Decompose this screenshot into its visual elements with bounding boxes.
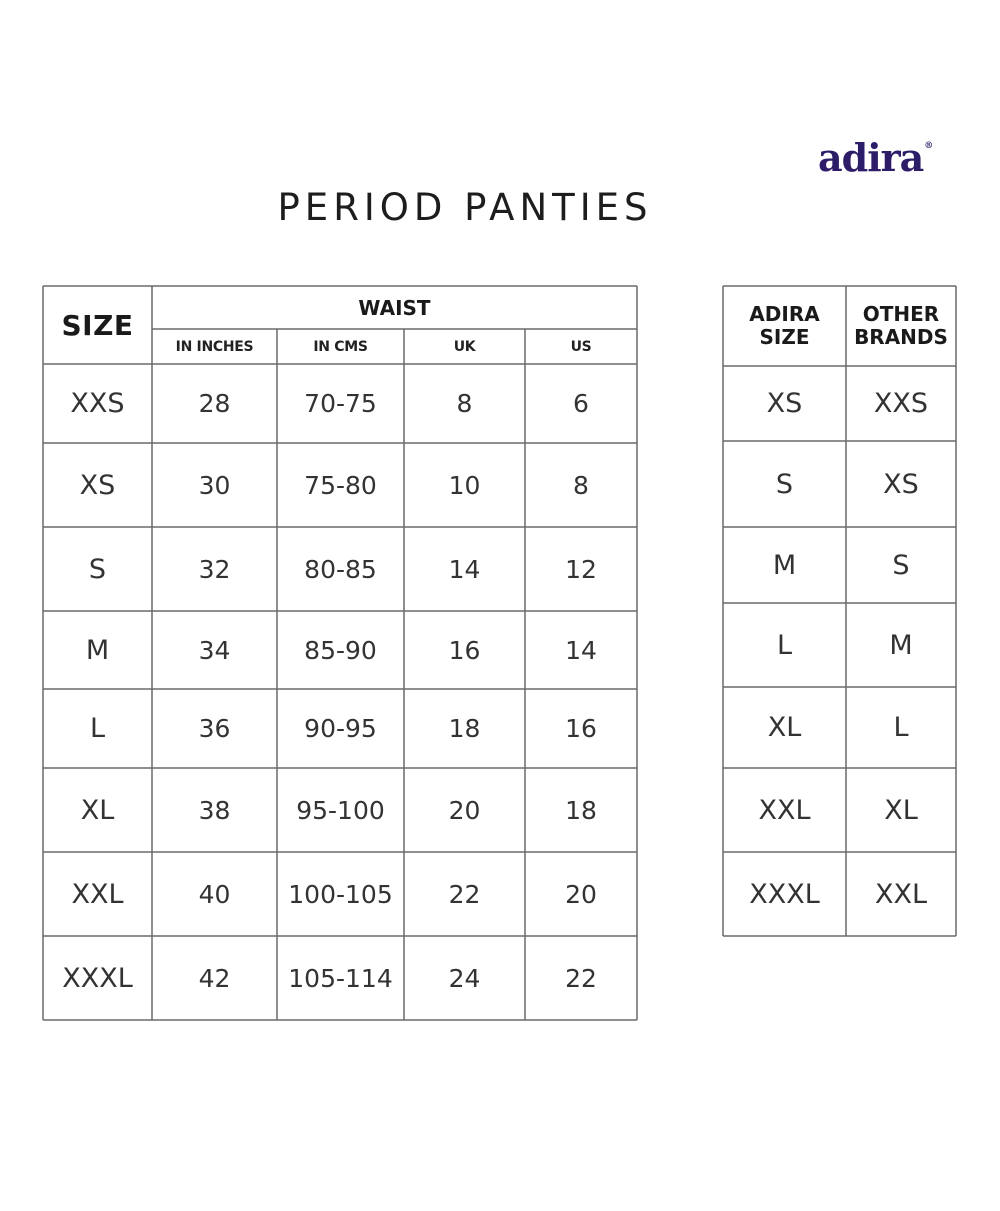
uk-cell: 24 — [448, 963, 481, 993]
uk-cell: 8 — [456, 389, 473, 418]
uk-cell: 10 — [448, 470, 481, 500]
inches-cell: 42 — [198, 963, 231, 993]
size-header: SIZE — [61, 308, 134, 342]
cms-cell: 75-80 — [304, 470, 377, 500]
us-cell: 20 — [565, 879, 597, 909]
size-cell: XL — [80, 794, 115, 826]
cms-cell: 80-85 — [304, 554, 377, 584]
inches-cell: 38 — [198, 795, 231, 825]
size-cell: XXS — [70, 388, 125, 419]
size-cell: S — [88, 553, 107, 585]
us-cell: 6 — [573, 389, 589, 418]
adira-size-cell: S — [775, 468, 794, 500]
other-brands-header-line: BRANDS — [854, 325, 948, 349]
inches-cell: 28 — [198, 389, 231, 418]
registered-mark: ® — [924, 141, 934, 151]
cms-cell: 90-95 — [304, 714, 377, 743]
size-cell: XS — [79, 469, 116, 501]
us-cell: 16 — [565, 714, 597, 743]
cms-cell: 70-75 — [304, 389, 377, 418]
page-title: PERIOD PANTIES — [277, 186, 653, 229]
waist-subheader: IN INCHES — [175, 338, 254, 355]
cms-cell: 85-90 — [304, 635, 377, 665]
other-brand-size-cell: XL — [884, 794, 918, 826]
inches-cell: 36 — [198, 714, 231, 743]
inches-cell: 40 — [198, 879, 231, 909]
other-brand-size-cell: XXS — [873, 388, 929, 419]
uk-cell: 20 — [448, 795, 481, 825]
cms-cell: 95-100 — [296, 795, 385, 825]
other-brand-size-cell: XXL — [874, 878, 928, 910]
cms-cell: 100-105 — [288, 879, 393, 909]
waist-header: WAIST — [358, 295, 431, 320]
inches-cell: 30 — [198, 470, 231, 500]
us-cell: 8 — [573, 470, 589, 500]
size-cell: L — [89, 713, 106, 744]
adira-size-cell: XL — [767, 712, 802, 743]
adira-size-header-line: ADIRA — [749, 302, 820, 326]
cms-cell: 105-114 — [288, 963, 393, 993]
us-cell: 22 — [565, 963, 597, 993]
us-cell: 14 — [565, 635, 597, 665]
other-brand-size-cell: XS — [883, 468, 919, 500]
us-cell: 18 — [565, 795, 597, 825]
other-brand-size-cell: L — [893, 712, 909, 743]
adira-size-cell: L — [776, 629, 793, 661]
size-cell: XXXL — [62, 962, 133, 994]
waist-subheader: UK — [453, 338, 476, 355]
adira-size-cell: XXL — [758, 794, 811, 826]
other-brands-header-line: OTHER — [862, 302, 940, 326]
uk-cell: 16 — [448, 635, 481, 665]
waist-subheader: IN CMS — [313, 338, 368, 355]
adira-size-cell: XS — [766, 388, 803, 419]
other-brand-size-cell: S — [892, 549, 910, 581]
inches-cell: 34 — [198, 635, 231, 665]
uk-cell: 18 — [448, 714, 481, 743]
waist-subheader: US — [570, 338, 592, 355]
adira-size-header-line: SIZE — [759, 325, 810, 349]
logo-text: adira — [818, 135, 924, 180]
size-cell: M — [85, 634, 110, 666]
uk-cell: 14 — [448, 554, 481, 584]
other-brands-header — [846, 286, 956, 366]
adira-size-cell: M — [772, 549, 797, 581]
us-cell: 12 — [565, 554, 597, 584]
inches-cell: 32 — [198, 554, 231, 584]
other-brand-size-cell: M — [889, 629, 913, 661]
size-cell: XXL — [71, 878, 124, 910]
uk-cell: 22 — [448, 879, 481, 909]
adira-size-cell: XXXL — [749, 878, 820, 910]
adira-size-header — [723, 286, 846, 366]
